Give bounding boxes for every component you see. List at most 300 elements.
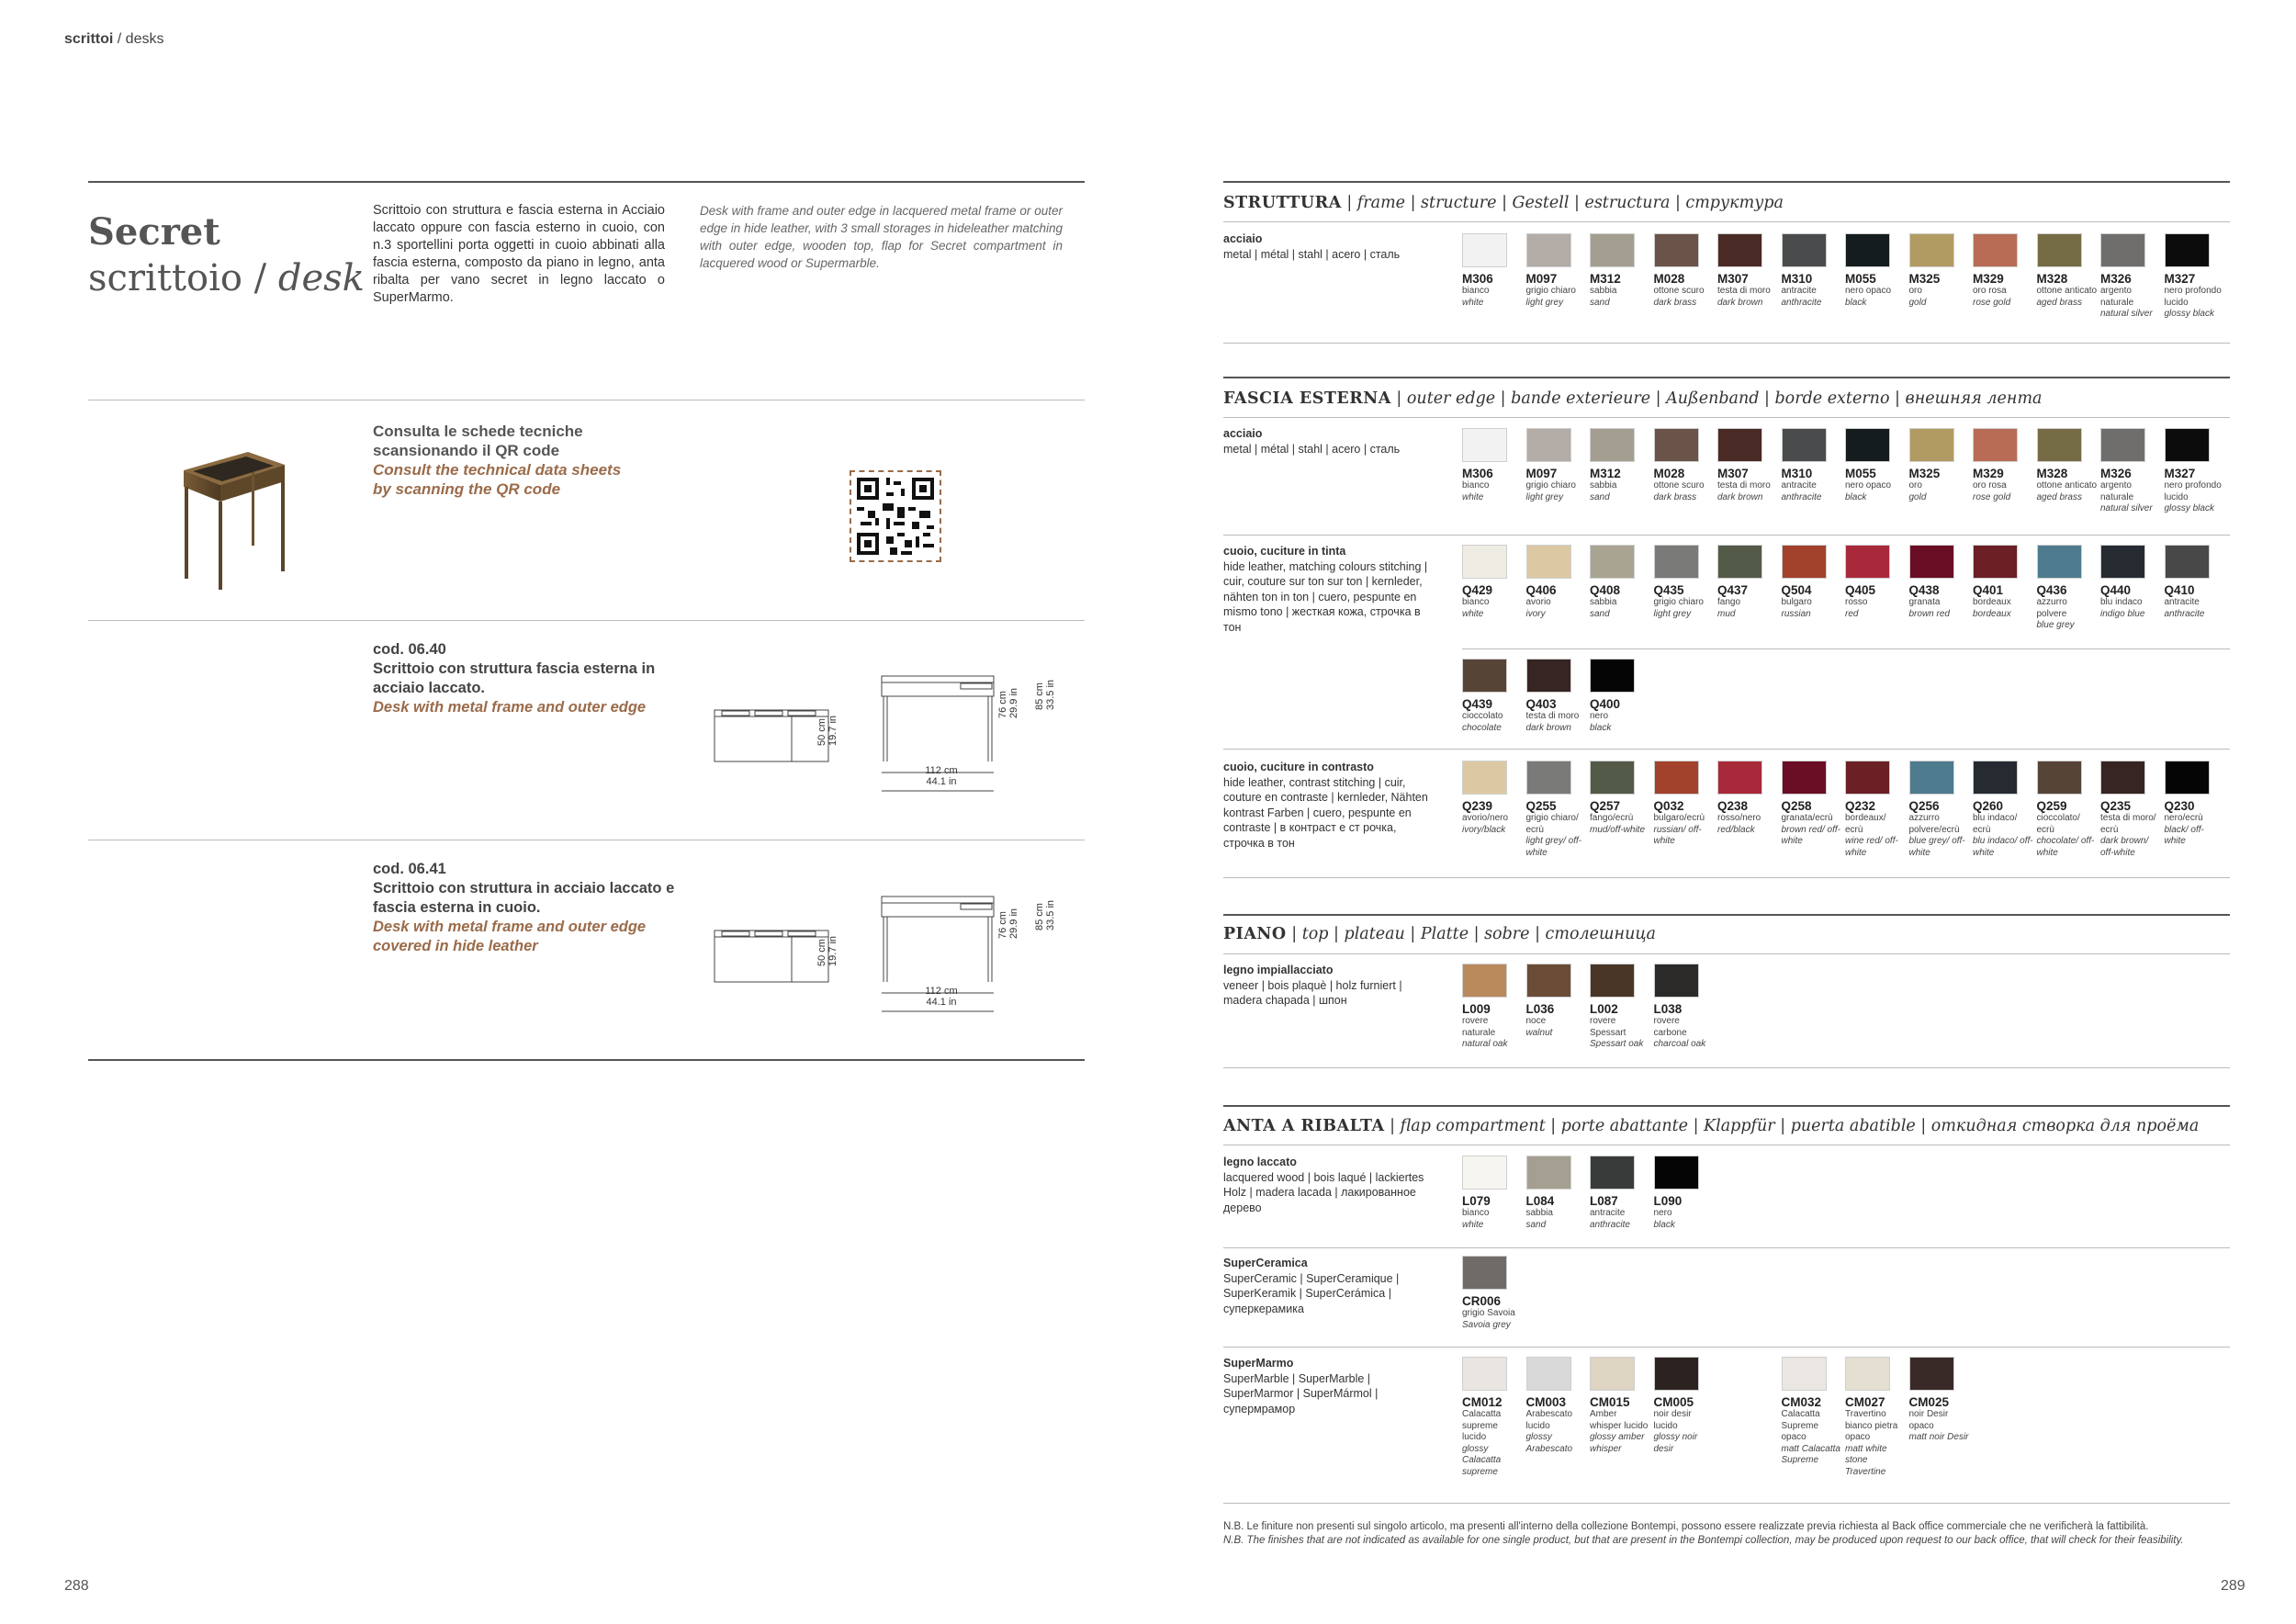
page-number-left: 288 [64,1578,89,1594]
swatch-name [1590,1016,1650,1051]
swatch-name-it: azzurro polvere/ecrù [1908,813,1960,835]
swatch-name [1717,813,1778,836]
swatch-name-en: sand [1525,1219,1547,1230]
swatch-name-en: ivory [1525,608,1546,619]
swatch-q436[interactable] [2037,545,2098,632]
swatch-name-en: Savoia grey [1462,1319,1511,1330]
swatch-name-en: brown red/ off-white [1781,824,1840,846]
swatch-name-it: Calacatta supreme lucido [1462,1409,1502,1442]
swatch-name-it: Amber whisper lucido [1590,1409,1649,1431]
swatch-m327[interactable] [2165,428,2225,515]
swatch-l038[interactable] [1654,964,1715,1051]
swatch-name [2100,813,2161,859]
label-cuoio-tinta [1223,544,1439,635]
swatch-name [1526,1409,1587,1455]
swatch-color [2100,545,2145,579]
swatch-color [1845,1357,1890,1391]
swatch-name [1526,286,1587,309]
swatch-m327[interactable] [2165,233,2225,321]
swatch-name-en: glossy Arabescato [1525,1432,1573,1454]
swatch-name-en: sand [1590,608,1610,619]
swatch-name-en: light grey [1653,608,1692,619]
section-rule [1223,1105,2230,1107]
swatch-color [1462,545,1507,579]
swatch-m310[interactable] [1782,233,1842,309]
swatch-q437[interactable] [1717,545,1778,620]
swatch-name-it: Travertino bianco pietra opaco [1845,1409,1898,1442]
width-in: 44.1 in [926,997,957,1008]
swatch-name-en: russian [1781,608,1811,619]
swatch-color [2100,233,2145,267]
swatch-q439[interactable] [1462,659,1523,734]
swatch-color [1590,1357,1635,1391]
swatch-code: CM025 [1908,1395,1950,1409]
swatch-name-en: matt Calacatta Supreme [1781,1443,1840,1465]
swatch-name-it: azzurro polvere [2036,597,2067,619]
swatch-code: Q256 [1908,799,1940,813]
swatch-cm025[interactable] [1909,1357,1970,1444]
swatch-q258[interactable] [1782,761,1842,848]
swatch-m312[interactable] [1590,233,1650,309]
label-rest: veneer | bois plaquè | holz furniert | madera chapada | шпон [1223,978,1402,1007]
swatch-color [1973,233,2018,267]
swatch-name [1654,813,1715,848]
label-rest: hide leather, matching colours stitching | cuir, couture sur ton sur ton | kernleder, nähten ton in ton | cuero, pespunte en mismo tono | жесткая кожа, строчка в тон [1223,559,1428,634]
swatch-name [1654,286,1715,309]
divider [88,620,1085,621]
swatch-code: L038 [1653,1002,1683,1016]
swatch-color [2165,545,2210,579]
swatch-name-en: chocolate/ off-white [2036,836,2095,858]
swatch-name-en: anthracite [2164,608,2205,619]
width-dimension [918,765,964,787]
swatch-name [1782,1409,1842,1467]
swatch-l009[interactable] [1462,964,1523,1051]
swatch-name-en: matt noir Desir [1908,1432,1969,1442]
divider [1223,1503,2230,1504]
swatch-code: Q405 [1845,583,1876,597]
swatch-code: Q410 [2164,583,2195,597]
swatch-name-it: bianco [1462,597,1490,607]
swatch-name [1845,1409,1906,1478]
swatch-name-it: Calacatta Supreme opaco [1781,1409,1820,1442]
swatch-code: CM027 [1845,1395,1885,1409]
swatch-code: Q257 [1590,799,1621,813]
depth-cm: 50 cm [816,718,827,746]
swatch-m307[interactable] [1717,428,1778,503]
section-translations: | top | plateau | Platte | sobre | столешница [1286,925,1656,943]
swatch-q230[interactable] [2165,761,2225,848]
swatch-name-en: anthracite [1590,1219,1630,1230]
swatch-name-it: nero [1590,711,1609,721]
swatch-row-ceramica [1462,1256,2243,1348]
swatch-q238[interactable] [1717,761,1778,836]
swatch-name-it: nero opaco [1845,480,1892,491]
swatch-color [1782,428,1827,462]
swatch-name-en: glossy Calacatta supreme [1462,1443,1502,1477]
swatch-color [2100,761,2145,795]
swatch-name-it: bordeaux [1973,597,2011,607]
swatch-m028[interactable] [1654,428,1715,503]
swatch-name-en: matt white stone Travertine [1845,1443,1887,1477]
section-rule [1223,181,2230,183]
swatch-color [1654,545,1699,579]
swatch-name [1590,1208,1650,1231]
swatch-color [1782,761,1827,795]
swatch-cm012[interactable] [1462,1357,1523,1478]
swatch-code: M327 [2164,467,2196,480]
swatch-code: Q439 [1462,697,1493,711]
swatch-q403[interactable] [1526,659,1587,734]
swatch-cm027[interactable] [1845,1357,1906,1478]
product-subtitle-en: desk [277,257,365,299]
swatch-code: CM012 [1462,1395,1503,1409]
swatch-m325[interactable] [1909,233,1970,309]
swatch-q435[interactable] [1654,545,1715,620]
swatch-name [1462,480,1523,503]
swatch-q408[interactable] [1590,545,1650,620]
swatch-color [1526,1156,1571,1190]
swatch-name-en: indigo blue [2100,608,2145,619]
width-cm: 112 cm [925,986,958,997]
swatch-name-it: grigio Savoia [1462,1308,1515,1318]
swatch-name-en: dark brown/ off-white [2100,836,2149,858]
swatch-name-en: blue grey/ off-white [1908,836,1965,858]
swatch-color [1654,233,1699,267]
swatch-m328[interactable] [2037,233,2098,309]
variant-code: cod. 06.40 [373,641,446,658]
swatch-color [1717,545,1762,579]
height-dimension [997,884,1019,939]
swatch-m028[interactable] [1654,233,1715,309]
swatch-code: Q429 [1462,583,1493,597]
swatch-color [1654,428,1699,462]
swatch-cm005[interactable] [1654,1357,1715,1455]
swatch-name-it: blu indaco [2100,597,2143,607]
swatch-code: Q239 [1462,799,1493,813]
swatch-name-it: bulgaro [1781,597,1812,607]
swatch-l087[interactable] [1590,1156,1650,1231]
variant-desc-it-2: fascia esterna in cuoio. [373,899,541,916]
swatch-name-it: bulgaro/ecrù [1653,813,1705,823]
swatch-code: L009 [1462,1002,1491,1016]
swatch-name-en: black [1653,1219,1675,1230]
swatch-color [1526,659,1571,693]
swatch-name-it: fango/ecrù [1590,813,1634,823]
swatch-name-en: chocolate [1462,722,1502,733]
swatch-name [1462,286,1523,309]
swatch-name [1590,597,1650,620]
swatch-name-en: anthracite [1781,297,1822,308]
swatch-l090[interactable] [1654,1156,1715,1231]
swatch-color [1654,1357,1699,1391]
swatch-name-it: bordeaux/ ecrù [1845,813,1886,835]
swatch-name-it: ottone scuro [1653,286,1705,296]
swatch-m055[interactable] [1845,428,1906,503]
swatch-name-en: wine red/ off-white [1845,836,1898,858]
swatch-color [1526,1357,1571,1391]
variant-desc-en-2: covered in hide leather [373,938,538,954]
swatch-name-it: cioccolato [1462,711,1503,721]
swatch-name-en: natural silver [2100,503,2153,513]
swatch-name-en: white [1462,608,1484,619]
swatch-q232[interactable] [1845,761,1906,859]
swatch-name-it: antracite [2164,597,2200,607]
swatch-m097[interactable] [1526,233,1587,309]
swatch-m326[interactable] [2100,233,2161,321]
swatch-m312[interactable] [1590,428,1650,503]
bottom-rule [88,1059,1085,1061]
swatch-color [2100,428,2145,462]
swatch-code: L084 [1525,1194,1555,1208]
swatch-cm015[interactable] [1590,1357,1650,1455]
swatch-name-en: rose gold [1973,491,2011,502]
swatch-q032[interactable] [1654,761,1715,848]
swatch-q260[interactable] [1973,761,2033,859]
swatch-name [2165,813,2225,848]
swatch-name-it: granata/ecrù [1781,813,1833,823]
swatch-row-struttura [1462,233,2243,342]
swatch-color [1909,1357,1954,1391]
swatch-color [1717,428,1762,462]
swatch-color [1590,545,1635,579]
swatch-m307[interactable] [1717,233,1778,309]
swatch-q429[interactable] [1462,545,1523,620]
swatch-name-en: natural silver [2100,309,2153,319]
swatch-row-fascia-metal [1462,428,2243,536]
swatch-name-en: dark brown [1525,722,1571,733]
swatch-m055[interactable] [1845,233,1906,309]
swatch-code: M097 [1525,467,1558,480]
swatch-code: L090 [1653,1194,1683,1208]
swatch-name-it: antracite [1781,480,1817,491]
swatch-m329[interactable] [1973,428,2033,503]
swatch-q255[interactable] [1526,761,1587,859]
swatch-name-en: dark brass [1653,491,1697,502]
swatch-q410[interactable] [2165,545,2225,620]
swatch-q257[interactable] [1590,761,1650,836]
qr-code[interactable] [850,470,941,562]
swatch-row-contrasto [1462,761,2243,880]
swatch-name-it: rovere Spessart [1590,1016,1626,1038]
total-height-dimension [1034,655,1056,710]
swatch-code: M325 [1908,467,1941,480]
swatch-color [1845,233,1890,267]
swatch-row-tinta-2 [1462,659,2243,750]
swatch-color [1973,428,2018,462]
section-main: ANTA A RIBALTA [1223,1117,1385,1135]
swatch-name-it: testa di moro [1525,711,1580,721]
swatch-q256[interactable] [1909,761,1970,859]
swatch-name-en: aged brass [2036,297,2082,308]
swatch-name-it: avorio/nero [1462,813,1509,823]
swatch-name-en: mud/off-white [1590,824,1646,835]
swatch-name-en: white [1462,491,1484,502]
swatch-name-en: dark brown [1717,297,1763,308]
swatch-m310[interactable] [1782,428,1842,503]
divider [1223,221,2230,222]
swatch-l036[interactable] [1526,964,1587,1039]
swatch-code: Q259 [2036,799,2067,813]
swatch-name-it: ottone anticato [2036,480,2098,491]
swatch-code: M310 [1781,467,1813,480]
height-cm: 76 cm [997,911,1008,939]
swatch-q440[interactable] [2100,545,2161,620]
swatch-color [1590,428,1635,462]
swatch-name [2100,597,2161,620]
swatch-name-en: white [1462,1219,1484,1230]
swatch-name-it: noce [1525,1016,1547,1026]
swatch-q400[interactable] [1590,659,1650,734]
label-rest: metal | métal | stahl | acero | сталь [1223,442,1401,456]
swatch-name-en: mud [1717,608,1736,619]
total-height-cm: 85 cm [1034,682,1045,710]
swatch-name-en: charcoal oak [1653,1039,1706,1049]
swatch-name-it: sabbia [1590,597,1617,607]
swatch-l002[interactable] [1590,964,1650,1051]
swatch-cr006[interactable] [1462,1256,1523,1331]
swatch-q259[interactable] [2037,761,2098,859]
height-cm: 76 cm [997,691,1008,718]
swatch-name-it: blu indaco/ ecrù [1973,813,2018,835]
swatch-color [1462,233,1507,267]
swatch-name-en: glossy black [2164,309,2214,319]
swatch-color [1782,1357,1827,1391]
swatch-q235[interactable] [2100,761,2161,859]
section-title-anta [1223,1117,2199,1135]
swatch-color [1590,761,1635,795]
swatch-m306[interactable] [1462,233,1523,309]
swatch-m306[interactable] [1462,428,1523,503]
swatch-m325[interactable] [1909,428,1970,503]
swatch-name-en: black [1845,491,1867,502]
section-rule [1223,914,2230,916]
swatch-name-it: fango [1717,597,1741,607]
swatch-q406[interactable] [1526,545,1587,620]
breadcrumb-category[interactable]: scrittoi [64,31,114,47]
swatch-name [1845,597,1906,620]
swatch-color [2037,428,2082,462]
swatch-name-it: grigio chiaro [1525,480,1576,491]
width-cm: 112 cm [925,765,958,776]
swatch-q239[interactable] [1462,761,1523,836]
swatch-name [1590,711,1650,734]
swatch-name [2165,597,2225,620]
label-bold: cuoio, cuciture in tinta [1223,545,1346,558]
swatch-q504[interactable] [1782,545,1842,620]
swatch-code: Q403 [1525,697,1557,711]
label-rest: metal | métal | stahl | acero | сталь [1223,247,1401,261]
swatch-code: Q401 [1973,583,2004,597]
section-translations: | frame | structure | Gestell | estructura | структура [1341,194,1784,212]
swatch-name-en: sand [1590,491,1610,502]
swatch-color [1654,964,1699,998]
swatch-name [1462,1016,1523,1051]
swatch-code: M326 [2100,467,2132,480]
swatch-name [1973,480,2033,503]
swatch-cm032[interactable] [1782,1357,1842,1467]
swatch-color [1845,545,1890,579]
swatch-code: M310 [1781,272,1813,286]
swatch-name-en: bordeaux [1973,608,2011,619]
swatch-name-en: brown red [1908,608,1950,619]
divider [1223,535,2230,536]
swatch-code: M326 [2100,272,2132,286]
product-name: Secret [88,210,220,254]
divider [1223,1067,2230,1068]
swatch-name [1909,480,1970,503]
swatch-name [1973,597,2033,620]
width-in: 44.1 in [926,776,957,787]
swatch-color [1973,761,2018,795]
swatch-name [2037,480,2098,503]
swatch-code: Q230 [2164,799,2195,813]
swatch-m326[interactable] [2100,428,2161,515]
swatch-l079[interactable] [1462,1156,1523,1231]
swatch-l084[interactable] [1526,1156,1587,1231]
label-rest: SuperMarble | SuperMarble | SuperMarmor | SuperMármol | супермрамор [1223,1371,1379,1415]
section-main: FASCIA ESTERNA [1223,389,1391,408]
swatch-name [1654,1016,1715,1051]
swatch-color [1909,761,1954,795]
swatch-name-it: rosso/nero [1717,813,1761,823]
swatch-color [1909,233,1954,267]
swatch-q438[interactable] [1909,545,1970,620]
swatch-name-en: blue grey [2036,620,2075,630]
swatch-row-tinta-1 [1462,545,2243,653]
swatch-code: L079 [1462,1194,1491,1208]
swatch-color [1526,964,1571,998]
swatch-cm003[interactable] [1526,1357,1587,1455]
swatch-code: Q232 [1845,799,1876,813]
variant-desc-it-1: Scrittoio con struttura in acciaio laccato e [373,880,675,897]
section-translations: | flap compartment | porte abattante | Klappfür | puerta abatible | откидная створка для проёма [1384,1117,2200,1135]
swatch-code: M307 [1717,467,1749,480]
swatch-name-it: nero/ecrù [2164,813,2203,823]
qr-label-it-2: scansionando il QR code [373,442,560,459]
swatch-name [1845,480,1906,503]
swatch-code: M312 [1590,272,1621,286]
swatch-color [2165,428,2210,462]
swatch-m329[interactable] [1973,233,2033,309]
swatch-name-it: granata [1908,597,1941,607]
swatch-m328[interactable] [2037,428,2098,503]
swatch-color [1590,659,1635,693]
swatch-code: M306 [1462,467,1493,480]
swatch-name-en: black [1590,722,1612,733]
swatch-code: M329 [1973,272,2004,286]
depth-dimension [816,911,838,966]
swatch-name-en: Spessart oak [1590,1039,1644,1049]
swatch-row-marmo [1462,1357,2243,1494]
swatch-code: Q255 [1525,799,1557,813]
label-bold: acciaio [1223,427,1263,440]
swatch-name [1654,1208,1715,1231]
swatch-name-it: noir desir lucido [1653,1409,1692,1431]
swatch-m097[interactable] [1526,428,1587,503]
swatch-q405[interactable] [1845,545,1906,620]
swatch-code: M307 [1717,272,1749,286]
swatch-name-it: bianco [1462,480,1490,491]
swatch-q401[interactable] [1973,545,2033,620]
swatch-name [1526,597,1587,620]
swatch-name-it: Arabescato lucido [1525,1409,1573,1431]
swatch-code: M028 [1653,272,1685,286]
label-bold: acciaio [1223,232,1263,245]
swatch-name [1654,597,1715,620]
total-height-dimension [1034,875,1056,930]
variant-06-41 [373,860,674,956]
